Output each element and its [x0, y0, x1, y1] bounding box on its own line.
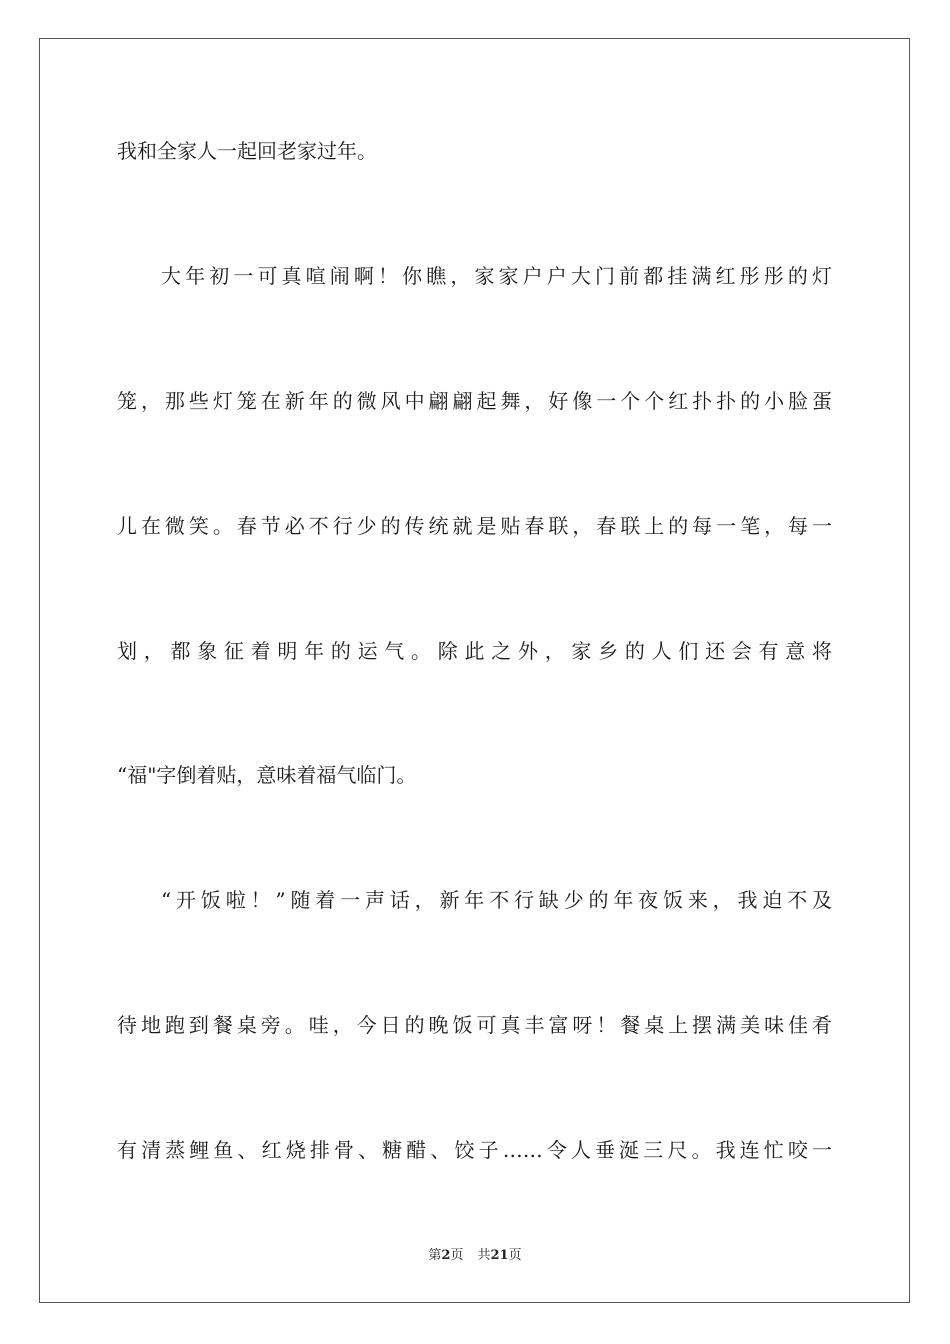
text-line-5: 划，都象征着明年的运气。除此之外，家乡的人们还会有意将	[117, 639, 832, 663]
text-line-1: 我和全家人一起回老家过年。	[117, 139, 377, 163]
text-line-4: 儿在微笑。春节必不行少的传统就是贴春联，春联上的每一笔，每一	[117, 514, 832, 538]
footer-page-number: 2	[441, 1248, 451, 1263]
page-frame	[39, 38, 910, 1303]
page-footer	[0, 1248, 950, 1264]
footer-page-prefix: 第	[428, 1248, 442, 1263]
text-line-2: 大年初一可真喧闹啊！你瞧，家家户户大门前都挂满红彤彤的灯	[161, 264, 832, 288]
text-line-9: 有清蒸鲤鱼、红烧排骨、糖醋、饺子……令人垂涎三尺。我连忙咬一	[117, 1138, 832, 1162]
text-line-6: “福"字倒着贴，意味着福气临门。	[117, 763, 417, 787]
footer-page-suffix: 页	[450, 1248, 464, 1263]
footer-total-prefix: 共	[477, 1248, 491, 1263]
footer-total-suffix: 页	[508, 1248, 522, 1263]
text-line-7: “开饭啦！”随着一声话，新年不行缺少的年夜饭来，我迫不及	[161, 888, 832, 912]
footer-total-pages: 21	[490, 1248, 509, 1263]
text-line-3: 笼，那些灯笼在新年的微风中翩翩起舞，好像一个个红扑扑的小脸蛋	[117, 389, 832, 413]
text-line-8: 待地跑到餐桌旁。哇，今日的晚饭可真丰富呀！餐桌上摆满美味佳肴	[117, 1013, 832, 1037]
